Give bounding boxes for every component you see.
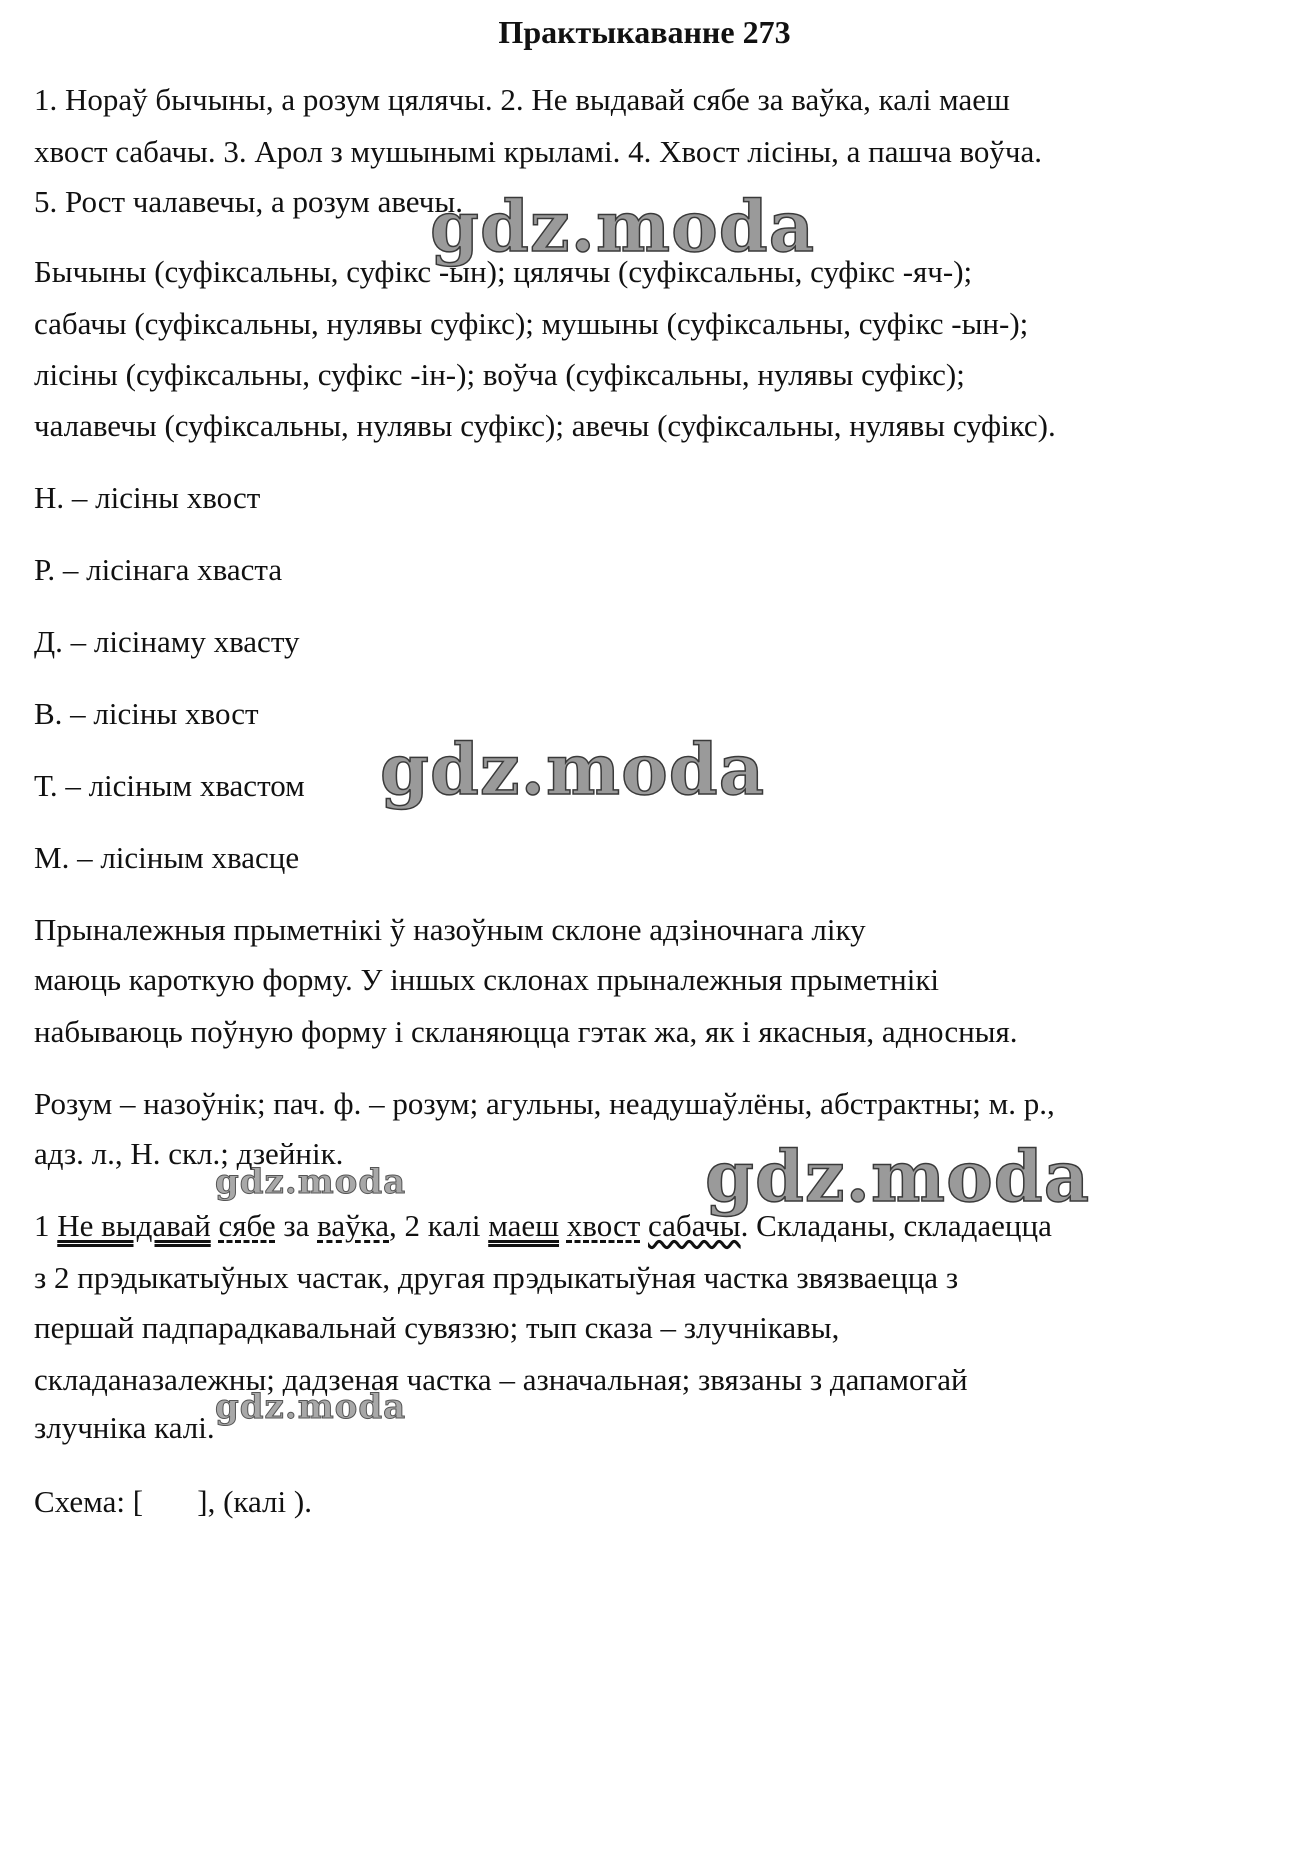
object: хвост [566,1208,641,1243]
text-line: Бычыны (суфіксальны, суфікс -ын); цялячы (суфіксальны, суфікс -яч-); [34,254,973,289]
part-number: 1 [34,1208,50,1243]
page-title: Практыкаванне 273 [498,14,791,50]
scheme: Схема: [ ], (калі ). [34,1484,312,1519]
text-line: сабачы (суфіксальны, нулявы суфікс); мушыны (суфіксальны, суфікс -ын-); [34,306,1029,341]
text-line: маюць кароткую форму. У іншых склонах прыналежныя прыметнікі [34,962,940,997]
text-line: чалавечы (суфіксальны, нулявы суфікс); авечы (суфіксальны, нулявы суфікс). [34,408,1056,443]
text-line: першай падпарадкавальнай сувяззю; тып сказа – злучнікавы, [34,1310,840,1345]
text-line: складаназалежны; дадзеная частка – азначальная; звязаны з дапамогай [34,1362,968,1397]
object: сябе [218,1208,276,1243]
conjunction: калі [427,1208,481,1243]
object: ваўка [317,1208,389,1243]
declension-accusative: В. – лісіны хвост [34,696,259,731]
text-line: адз. л., Н. скл.; дзейнік. [34,1136,344,1171]
word: Складаны, складаецца [756,1208,1052,1243]
watermark: gdz.moda [215,1162,407,1202]
declension-locative: М. – лісіным хвасце [34,840,300,875]
text-line: з 2 прэдыкатыўных частак, другая прэдыкатыўная частка звязваецца з [34,1260,959,1295]
text-line: 5. Рост чалавечы, а розум авечы. [34,184,463,219]
text-line: лісіны (суфіксальны, суфікс -ін-); воўча (суфіксальны, нулявы суфікс); [34,357,965,392]
attribute: сабачы [648,1208,741,1243]
declension-genitive: Р. – лісінага хваста [34,552,283,587]
predicate: маеш [488,1208,560,1243]
watermark: gdz.moda [430,185,816,268]
declension-nominative: Н. – лісіны хвост [34,480,261,515]
text-line: хвост сабачы. 3. Арол з мушынымі крыламі. 4. Хвост лісіны, а пашча воўча. [34,134,1042,169]
watermark: gdz.moda [215,1387,407,1427]
punctuation: . [740,1208,749,1243]
part-number: 2 [404,1208,420,1243]
punctuation: , [389,1208,397,1243]
text-line: 1. Нораў бычыны, а розум цялячы. 2. Не выдавай сябе за ваўка, калі маеш [34,82,1010,117]
text-line: Прыналежныя прыметнікі ў назоўным склоне адзіночнага ліку [34,912,866,947]
predicate: Не выдавай [57,1208,211,1243]
text-line: набываюць поўную форму і скланяюцца гэтак жа, як і якасныя, адносныя. [34,1014,1018,1049]
declension-instrumental: Т. – лісіным хвастом [34,768,305,803]
watermark: gdz.moda [380,728,766,811]
word: за [283,1208,310,1243]
watermark: gdz.moda [705,1135,1091,1218]
declension-dative: Д. – лісінаму хвасту [34,624,300,659]
text-line: Розум – назоўнік; пач. ф. – розум; агульны, неадушаўлёны, абстрактны; м. р., [34,1086,1055,1121]
sentence-parsing [34,1206,1052,1246]
text-line: злучніка калі. [34,1410,215,1445]
